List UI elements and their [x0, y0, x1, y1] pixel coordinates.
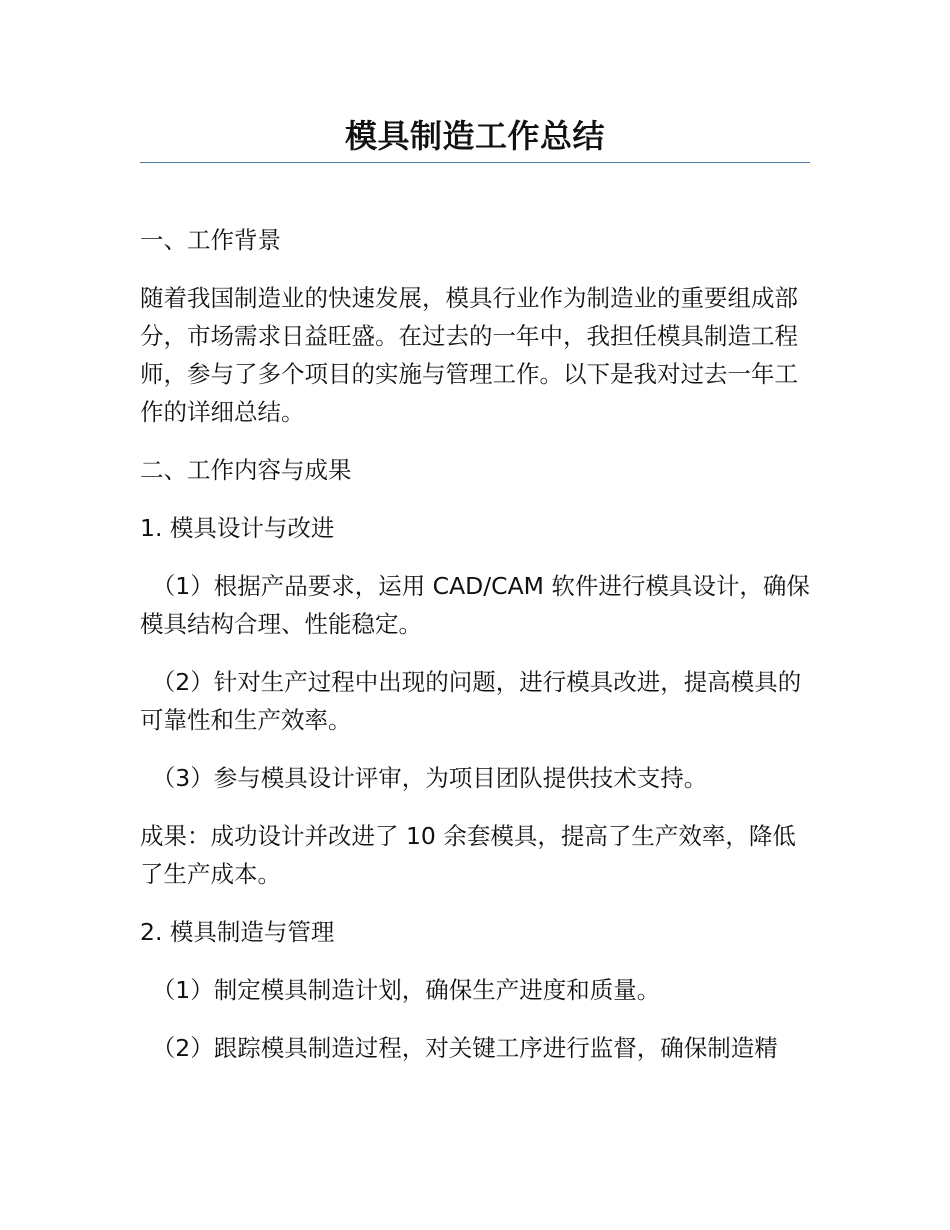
section-heading-content: 二、工作内容与成果	[140, 456, 352, 484]
title-divider	[140, 162, 810, 163]
document-body	[140, 221, 810, 1067]
document-page	[140, 0, 810, 1087]
manufacturing-item-1: （1）制定模具制造计划，确保生产进度和质量。	[151, 976, 661, 1004]
design-item-2: （2）针对生产过程中出现的问题，进行模具改进，提高模具的可靠性和生产效率。	[140, 668, 802, 734]
manufacturing-item-2: （2）跟踪模具制造过程，对关键工序进行监督，确保制造精	[151, 1034, 778, 1062]
section-heading-background: 一、工作背景	[140, 226, 281, 254]
design-item-1: （1）根据产品要求，运用 CAD/CAM 软件进行模具设计，确保模具结构合理、性能稳定。	[140, 572, 810, 638]
background-paragraph: 随着我国制造业的快速发展，模具行业作为制造业的重要组成部分，市场需求日益旺盛。在过去的一年中，我担任模具制造工程师，参与了多个项目的实施与管理工作。以下是我对过去一年工作的详细总结。	[140, 284, 798, 426]
design-item-3: （3）参与模具设计评审，为项目团队提供技术支持。	[151, 764, 708, 792]
subsection-heading-design: 1. 模具设计与改进	[140, 514, 335, 542]
document-title: 模具制造工作总结	[344, 117, 605, 155]
subsection-heading-manufacturing: 2. 模具制造与管理	[140, 918, 335, 946]
design-result: 成果：成功设计并改进了 10 余套模具，提高了生产效率，降低了生产成本。	[140, 822, 796, 888]
